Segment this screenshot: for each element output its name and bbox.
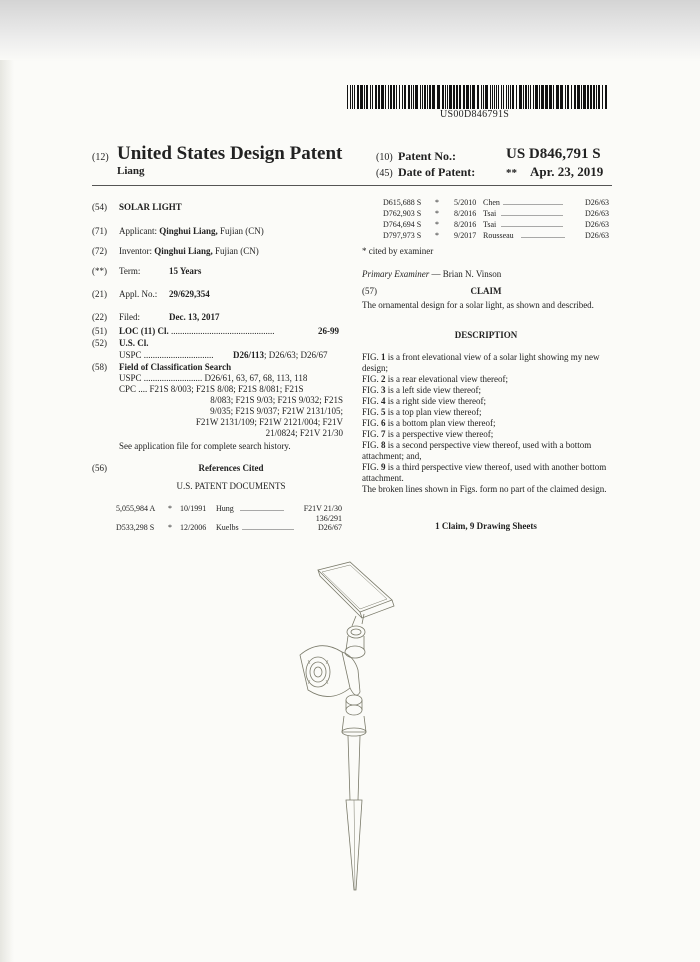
barcode-bar [453,85,455,109]
barcode-bar [404,85,406,109]
barcode-bar [466,85,469,109]
ref-star: * [168,523,172,532]
ref-class: D26/67 [318,523,342,532]
barcode-bar [598,85,600,109]
barcode-bar [366,85,368,109]
title-num: (54) [92,202,107,212]
scan-shadow-top [0,0,700,62]
uspc-dots: ............................... [143,350,214,360]
ref-dots: ............................... [501,220,563,229]
uspc-values [233,350,328,361]
inventor-surname: Liang [117,165,145,177]
loc-dots: .............................................. [171,326,275,336]
barcode-bar [429,85,431,109]
fig-desc: FIG. 5 is a top plan view thereof; [362,407,482,417]
barcode-bar [501,85,502,109]
ref-date: 8/2016 [454,220,477,229]
field-lines [119,373,343,439]
term-value: 15 Years [169,266,202,276]
barcode-bar [472,85,475,109]
barcode-bar [583,85,586,109]
barcode-bar [571,85,572,109]
barcode-bar [437,85,440,109]
ref-date: 10/1991 [180,504,207,513]
description-heading: DESCRIPTION [454,330,518,340]
loc-row [119,326,275,337]
barcode-bar [587,85,589,109]
date-num: (45) [376,168,393,179]
fig-desc: FIG. 1 is a front elevational view of a solar light showing my new design; [362,352,600,373]
refs-num: (56) [92,463,107,473]
header-rule [92,185,612,186]
date-label: Date of Patent: [398,165,476,179]
barcode-bar [347,85,348,109]
barcode-bar [545,85,548,109]
ref-number: 5,055,984 A [116,504,156,513]
ref-class: D26/63 [585,220,609,229]
barcode-bar [449,85,452,109]
patno-label: Patent No.: [398,149,456,163]
examiner-name: — Brian N. Vinson [431,269,502,279]
ref-date: 9/2017 [454,231,477,240]
barcode-bar [523,85,524,109]
patent-number: US D846,791 S [506,146,601,162]
scan-shadow-left [0,60,14,962]
fig-desc: FIG. 3 is a left side view thereof; [362,385,481,395]
ref-class: F21V 21/30 [303,504,342,513]
patent-kind-title: United States Design Patent [117,143,343,164]
applicant-row [119,226,264,237]
uscl-num: (52) [92,338,107,348]
ref-number: D615,688 S [383,198,422,207]
inventor-name: Qinghui Liang, [154,246,213,256]
barcode-bar [596,85,597,109]
barcode-bar [556,85,559,109]
field-line: CPC .... F21S 8/003; F21S 8/08; F21S 8/081; F21S [119,384,304,394]
barcode-bar [432,85,435,109]
description-list [362,352,610,495]
ref-class-2: 136/291 [315,514,342,523]
barcode-bar [427,85,428,109]
barcode-bar [503,85,504,109]
barcode-bar [602,85,603,109]
uspc-secondary: ; D26/63; D26/67 [264,350,328,360]
barcode-bar [593,85,595,109]
patno-num: (10) [376,152,393,163]
barcode-bar [413,85,414,109]
barcode-bar [506,85,507,109]
inventor-location: Fujian (CN) [215,246,259,256]
ref-number: D797,973 S [383,231,422,240]
barcode-bar [533,85,534,109]
barcode-bar [485,85,488,109]
field-num: (58) [92,362,107,372]
appl-label: Appl. No.: [119,289,158,299]
barcode-bar [381,85,384,109]
barcode-bar [447,85,448,109]
field-line: 21/0824; F21V 21/30 [265,428,343,438]
claim-num: (57) [362,286,377,296]
ref-star: * [435,231,439,240]
barcode-bar [498,85,499,109]
uspc-row [119,350,214,361]
barcode-bar [567,85,569,109]
ref-name: Rousseau [483,231,514,240]
barcode-bar [535,85,538,109]
barcode-bar [577,85,580,109]
applicant-label: Applicant: [119,226,157,236]
barcode-bar [528,85,529,109]
field-line: F21W 2131/109; F21W 2121/004; F21V [195,417,343,427]
barcode-bar [541,85,544,109]
barcode-bar [496,85,497,109]
ref-dots: ............................... [501,209,563,218]
ref-date: 8/2016 [454,209,477,218]
barcode-bar [424,85,426,109]
refs-label: References Cited [198,463,264,473]
barcode-bar [415,85,418,109]
ref-class: D26/63 [585,209,609,218]
field-line: 9/035; F21S 9/037; F21W 2131/105; [210,406,343,416]
appl-num: (21) [92,289,107,299]
barcode-bar [372,85,373,109]
ref-name: Kuelbs [216,523,239,532]
barcode-bar [483,85,484,109]
fig-desc: FIG. 8 is a second perspective view thereof, used with a bottom attachment; and, [362,440,592,461]
term-num: (**) [92,266,107,276]
barcode-bar [519,85,522,109]
barcode-bar [477,85,479,109]
barcode-bar [456,85,458,109]
barcode-bar [510,85,511,109]
barcode-bar [525,85,527,109]
barcode-bar [420,85,421,109]
applicant-name: Qinghui Liang, [159,226,218,236]
barcode-bar [481,85,482,109]
claims-sheets: 1 Claim, 9 Drawing Sheets [435,521,537,531]
loc-num: (51) [92,326,107,336]
inventor-row [119,246,259,257]
barcode-bar [530,85,531,109]
ref-star: * [435,198,439,207]
ref-class: D26/63 [585,231,609,240]
barcode-bar [492,85,493,109]
claim-heading: CLAIM [470,286,502,296]
barcode-bar [516,85,517,109]
ref-star: * [435,209,439,218]
ref-name: Tsai [483,220,497,229]
fig-desc: FIG. 6 is a bottom plan view thereof; [362,418,496,428]
fig-desc: FIG. 7 is a perspective view thereof; [362,429,494,439]
ref-name: Chen [483,198,500,207]
barcode-bar [442,85,444,109]
barcode-bar [445,85,446,109]
barcode-bar [390,85,392,109]
loc-value: 26-99 [318,326,339,336]
solar-light-drawing [280,560,430,900]
barcode-bar [553,85,554,109]
ref-name: Tsai [483,209,497,218]
barcode-bar [378,85,380,109]
uspc-primary: D26/113 [233,350,265,360]
field-label: Field of Classification Search [119,362,232,372]
ref-class: D26/63 [585,198,609,207]
field-note: See application file for complete search history. [119,441,291,451]
field-line: USPC .......................... D26/61, 63, 67, 68, 113, 118 [119,373,308,383]
barcode-bar [463,85,465,109]
fig-desc: FIG. 2 is a rear elevational view thereof; [362,374,508,384]
broken-lines-note: The broken lines shown in Figs. form no part of the claimed design. [362,484,607,494]
barcode-bar [565,85,566,109]
barcode-bar [470,85,471,109]
barcode-bar [574,85,576,109]
refs-sub: U.S. PATENT DOCUMENTS [176,481,286,491]
barcode-bar [408,85,410,109]
barcode-bar [370,85,371,109]
barcode-bar [354,85,355,109]
ref-dots: ...................... [521,231,565,240]
barcode-bar [422,85,423,109]
barcode-bar [508,85,509,109]
barcode-image [347,85,609,109]
ref-star: * [435,220,439,229]
ref-number: D533,298 S [116,523,155,532]
filed-value: Dec. 13, 2017 [169,312,220,322]
barcode-bar [375,85,377,109]
barcode-bar [459,85,461,109]
filed-num: (22) [92,312,107,322]
cited-by-examiner: * cited by examiner [362,246,434,256]
ref-number: D764,694 S [383,220,422,229]
barcode-bar [411,85,412,109]
barcode-bar [393,85,395,109]
claim-text: The ornamental design for a solar light, as shown and described. [362,300,594,310]
barcode-bar [581,85,582,109]
term-label: Term: [119,266,141,276]
date-of-patent: Apr. 23, 2019 [530,164,604,179]
examiner-label: Primary Examiner [362,269,430,279]
ref-star: * [168,504,172,513]
fig-desc: FIG. 4 is a right side view thereof; [362,396,486,406]
inventor-num: (72) [92,246,107,256]
barcode-bar [549,85,552,109]
barcode-bar [402,85,403,109]
barcode-bar [357,85,359,109]
applicant-num: (71) [92,226,107,236]
barcode-bar [539,85,540,109]
barcode-bar [385,85,386,109]
barcode-bar [399,85,400,109]
barcode-bar [352,85,353,109]
ref-number: D762,903 S [383,209,422,218]
uscl-label: U.S. Cl. [119,338,149,348]
ref-dots: .............................. [503,198,563,207]
barcode-text: US00D846791S [440,109,510,120]
date-marker: ** [506,167,517,179]
invention-title: SOLAR LIGHT [119,202,182,212]
ref-name: Hung [216,504,234,513]
filed-label: Filed: [119,312,141,322]
applicant-location: Fujian (CN) [220,226,264,236]
loc-label: LOC (11) Cl. [119,326,169,336]
ref-dots: .......................... [242,523,294,532]
barcode-bar [590,85,592,109]
examiner-row [362,269,501,280]
barcode-bar [388,85,389,109]
kind-code-num: (12) [92,152,109,163]
ref-date: 5/2010 [454,198,477,207]
barcode-bar [360,85,363,109]
ref-dots: ...................... [240,504,284,513]
barcode-bar [605,85,607,109]
barcode-bar [396,85,397,109]
barcode-bar [494,85,495,109]
fig-desc: FIG. 9 is a third perspective view thereof, used with another bottom attachment. [362,462,607,483]
barcode-bar [350,85,351,109]
barcode-bar [560,85,563,109]
appl-value: 29/629,354 [169,289,210,299]
barcode-bar [512,85,514,109]
uspc-label: USPC [119,350,142,360]
inventor-label: Inventor: [119,246,152,256]
barcode-bar [490,85,491,109]
field-line: 8/083; F21S 9/03; F21S 9/032; F21S [210,395,343,405]
ref-date: 12/2006 [180,523,207,532]
barcode-bar [364,85,365,109]
